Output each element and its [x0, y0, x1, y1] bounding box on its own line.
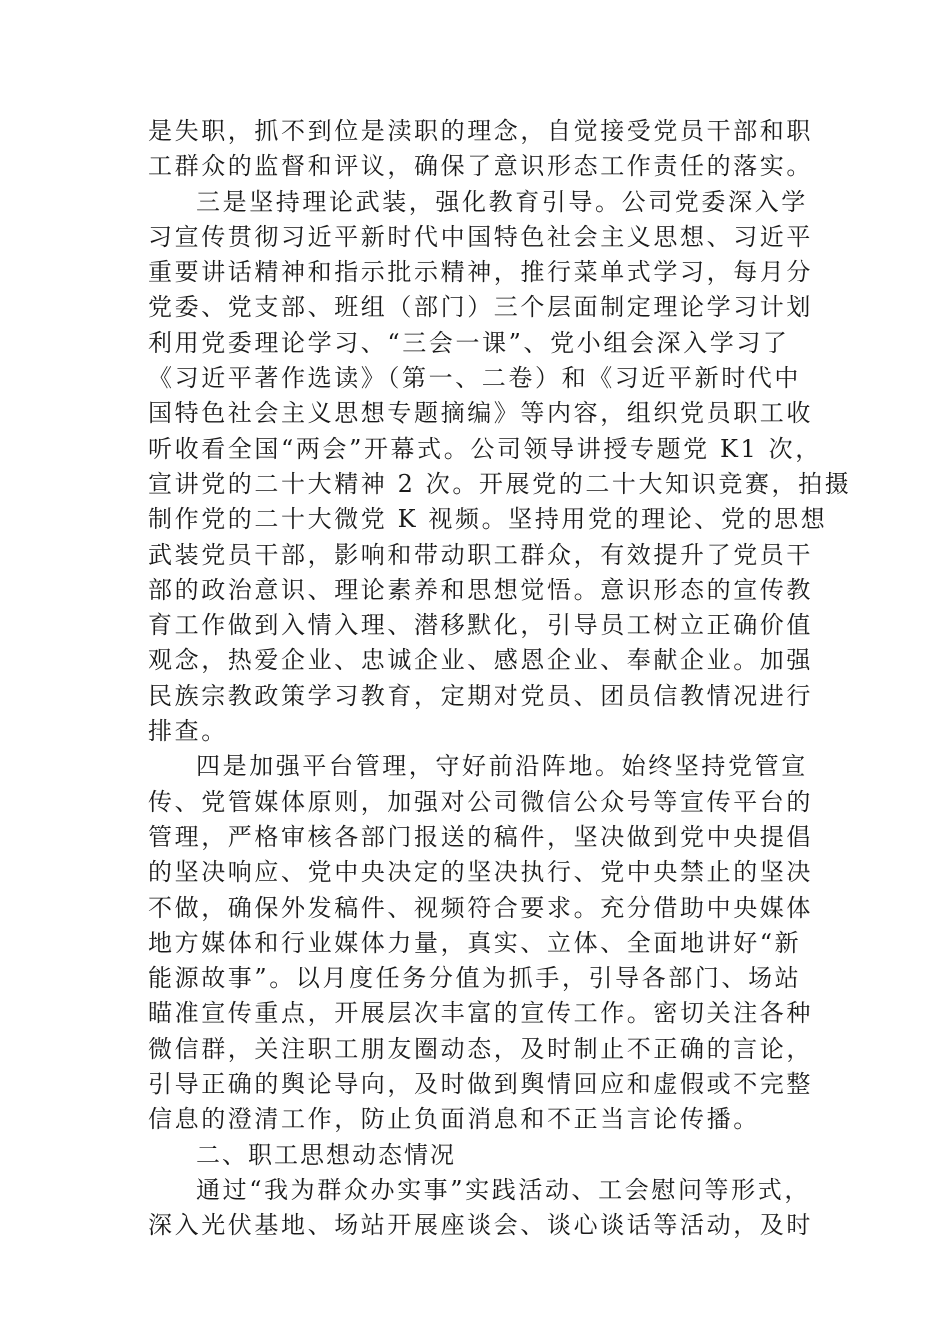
text-line: 部的政治意识、理论素养和思想觉悟。意识形态的宣传教 [148, 575, 813, 604]
text-line: 瞄准宣传重点，开展层次丰富的宣传工作。密切关注各种 [148, 999, 813, 1028]
text-line: 深入光伏基地、场站开展座谈会、谈心谈话等活动，及时 [148, 1211, 813, 1240]
text-line: 不做，确保外发稿件、视频符合要求。充分借助中央媒体 [148, 893, 813, 922]
text-line: 是失职，抓不到位是渎职的理念，自觉接受党员干部和职 [148, 117, 813, 145]
text-line: 《习近平著作选读》（第一、二卷）和《习近平新时代中 [148, 364, 801, 393]
document-body [148, 114, 852, 1244]
text-line: 引导正确的舆论导向，及时做到舆情回应和虚假或不完整 [148, 1070, 813, 1099]
text-line: 微信群，关注职工朋友圈动态，及时制止不正确的言论， [148, 1034, 813, 1063]
text-line: 党委、党支部、班组（部门）三个层面制定理论学习计划 [148, 293, 813, 322]
paragraph-start-line: 三是坚持理论武装，强化教育引导。公司党委深入学 [196, 187, 808, 216]
text-line: 习宣传贯彻习近平新时代中国特色社会主义思想、习近平 [148, 222, 813, 251]
paragraph-start-line: 通过“我为群众办实事”实践活动、工会慰问等形式， [196, 1175, 811, 1204]
text-line: 利用党委理论学习、“三会一课”、党小组会深入学习了 [148, 328, 790, 357]
text-line: 排查。 [148, 717, 228, 746]
section-heading: 二、职工思想动态情况 [196, 1140, 456, 1169]
paragraph-start-line: 四是加强平台管理，守好前沿阵地。始终坚持党管宣 [196, 752, 808, 781]
text-line: 宣讲党的二十大精神 2 次。开展党的二十大知识竞赛，拍摄 [148, 469, 852, 498]
text-line: 制作党的二十大微党 K 视频。坚持用党的理论、党的思想 [148, 505, 828, 534]
text-line: 能源故事”。以月度任务分值为抓手，引导各部门、场站 [148, 964, 802, 993]
text-line: 重要讲话精神和指示批示精神，推行菜单式学习，每月分 [148, 258, 813, 287]
text-line: 工群众的监督和评议，确保了意识形态工作责任的落实。 [148, 152, 813, 181]
text-line: 地方媒体和行业媒体力量，真实、立体、全面地讲好“新 [148, 928, 802, 957]
text-line: 国特色社会主义思想专题摘编》等内容，组织党员职工收 [148, 399, 813, 428]
text-line: 育工作做到入情入理、潜移默化，引导员工树立正确价值 [148, 611, 813, 640]
text-line: 武装党员干部，影响和带动职工群众，有效提升了党员干 [148, 540, 813, 569]
text-line: 听收看全国“两会”开幕式。公司领导讲授专题党 K1 次， [148, 434, 822, 463]
text-line: 管理，严格审核各部门报送的稿件，坚决做到党中央提倡 [148, 822, 813, 851]
text-line: 信息的澄清工作，防止负面消息和不正当言论传播。 [148, 1105, 760, 1134]
text-line: 观念，热爱企业、忠诚企业、感恩企业、奉献企业。加强 [148, 646, 813, 675]
text-line: 民族宗教政策学习教育，定期对党员、团员信教情况进行 [148, 681, 813, 710]
text-line: 的坚决响应、党中央决定的坚决执行、党中央禁止的坚决 [148, 858, 813, 887]
text-line: 传、党管媒体原则，加强对公司微信公众号等宣传平台的 [148, 787, 813, 816]
